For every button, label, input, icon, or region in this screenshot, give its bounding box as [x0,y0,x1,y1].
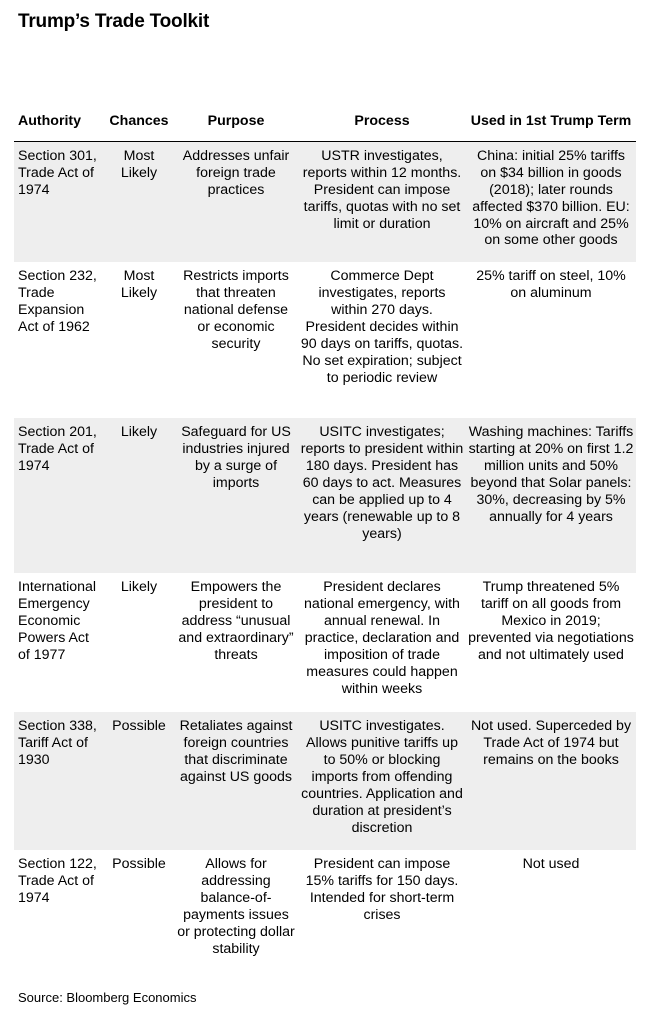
column-header-used: Used in 1st Trump Term [466,107,636,141]
column-header-purpose: Purpose [174,107,298,141]
cell-purpose: Allows for addressing balance-of-payments issues or protecting dollar stability [177,856,295,957]
column-header-process: Process [298,107,466,141]
cell-process: Commerce Dept investigates, reports within 270 days. President decides within 90 days on tariffs, quotas. No set expiration; subject to periodic review [300,268,464,386]
cell-used: Not used [522,856,580,873]
source-note: Source: Bloomberg Economics [18,990,197,1005]
cell-chances: Possible [104,712,174,850]
trade-toolkit-table [14,107,636,968]
cell-authority: Section 122, Trade Act of 1974 [18,856,97,907]
cell-process: President can impose 15% tariffs for 150 days. Intended for short-term crises [305,856,459,924]
cell-purpose: Safeguard for US industries injured by a surge of imports [174,418,298,573]
cell-chances: Likely [104,418,174,573]
page-title: Trump’s Trade Toolkit [18,11,210,32]
cell-process: USTR investigates, reports within 12 months. President can impose tariffs, quotas with no set limit or duration [298,141,466,262]
cell-authority: Section 232, Trade Expansion Act of 1962 [18,268,97,336]
table-row [14,418,636,573]
cell-purpose: Empowers the president to address “unusual and extraordinary” threats [178,579,294,664]
cell-used: Trump threatened 5% tariff on all goods from Mexico in 2019; prevented via negotiations and not ultimately used [468,579,634,664]
cell-chances: Likely [120,579,158,596]
column-header-authority: Authority [14,107,104,141]
cell-purpose: Retaliates against foreign countries that discriminate against US goods [174,712,298,850]
cell-process: President declares national emergency, with annual renewal. In practice, declaration and imposition of trade measures could happen within weeks [304,579,460,697]
table-row [14,712,636,850]
cell-authority: Section 338, Tariff Act of 1930 [14,712,104,850]
cell-authority: Section 201, Trade Act of 1974 [14,418,104,573]
table-row [14,573,636,712]
table-row [14,850,636,968]
cell-purpose: Restricts imports that threaten national defense or economic security [183,268,289,353]
cell-process: USITC investigates. Allows punitive tariffs up to 50% or blocking imports from offending countries. Application and duration at president’s discretion [298,712,466,850]
cell-used: China: initial 25% tariffs on $34 billion in goods (2018); later rounds affected $370 billion. EU: 10% on aircraft and 25% on some other goods [466,141,636,262]
cell-authority: International Emergency Economic Powers Act of 1977 [18,579,97,664]
table-header-row [14,107,636,141]
cell-used: 25% tariff on steel, 10% on aluminum [476,268,626,302]
cell-used: Washing machines: Tariffs starting at 20% on first 1.2 million units and 50% beyond that Solar panels: 30%, decreasing by 5% annually for 4 years [466,418,636,573]
column-header-chances: Chances [104,107,174,141]
cell-authority: Section 301, Trade Act of 1974 [14,141,104,262]
cell-used: Not used. Superceded by Trade Act of 1974 but remains on the books [466,712,636,850]
table-row [14,262,636,418]
cell-process: USITC investigates; reports to president within 180 days. President has 60 days to act. Measures can be applied up to 4 years (renewable up to 8 years) [298,418,466,573]
table-row [14,141,636,262]
cell-chances: Most Likely [120,268,158,302]
cell-chances: Possible [112,856,166,873]
cell-purpose: Addresses unfair foreign trade practices [174,141,298,262]
cell-chances: Most Likely [104,141,174,262]
